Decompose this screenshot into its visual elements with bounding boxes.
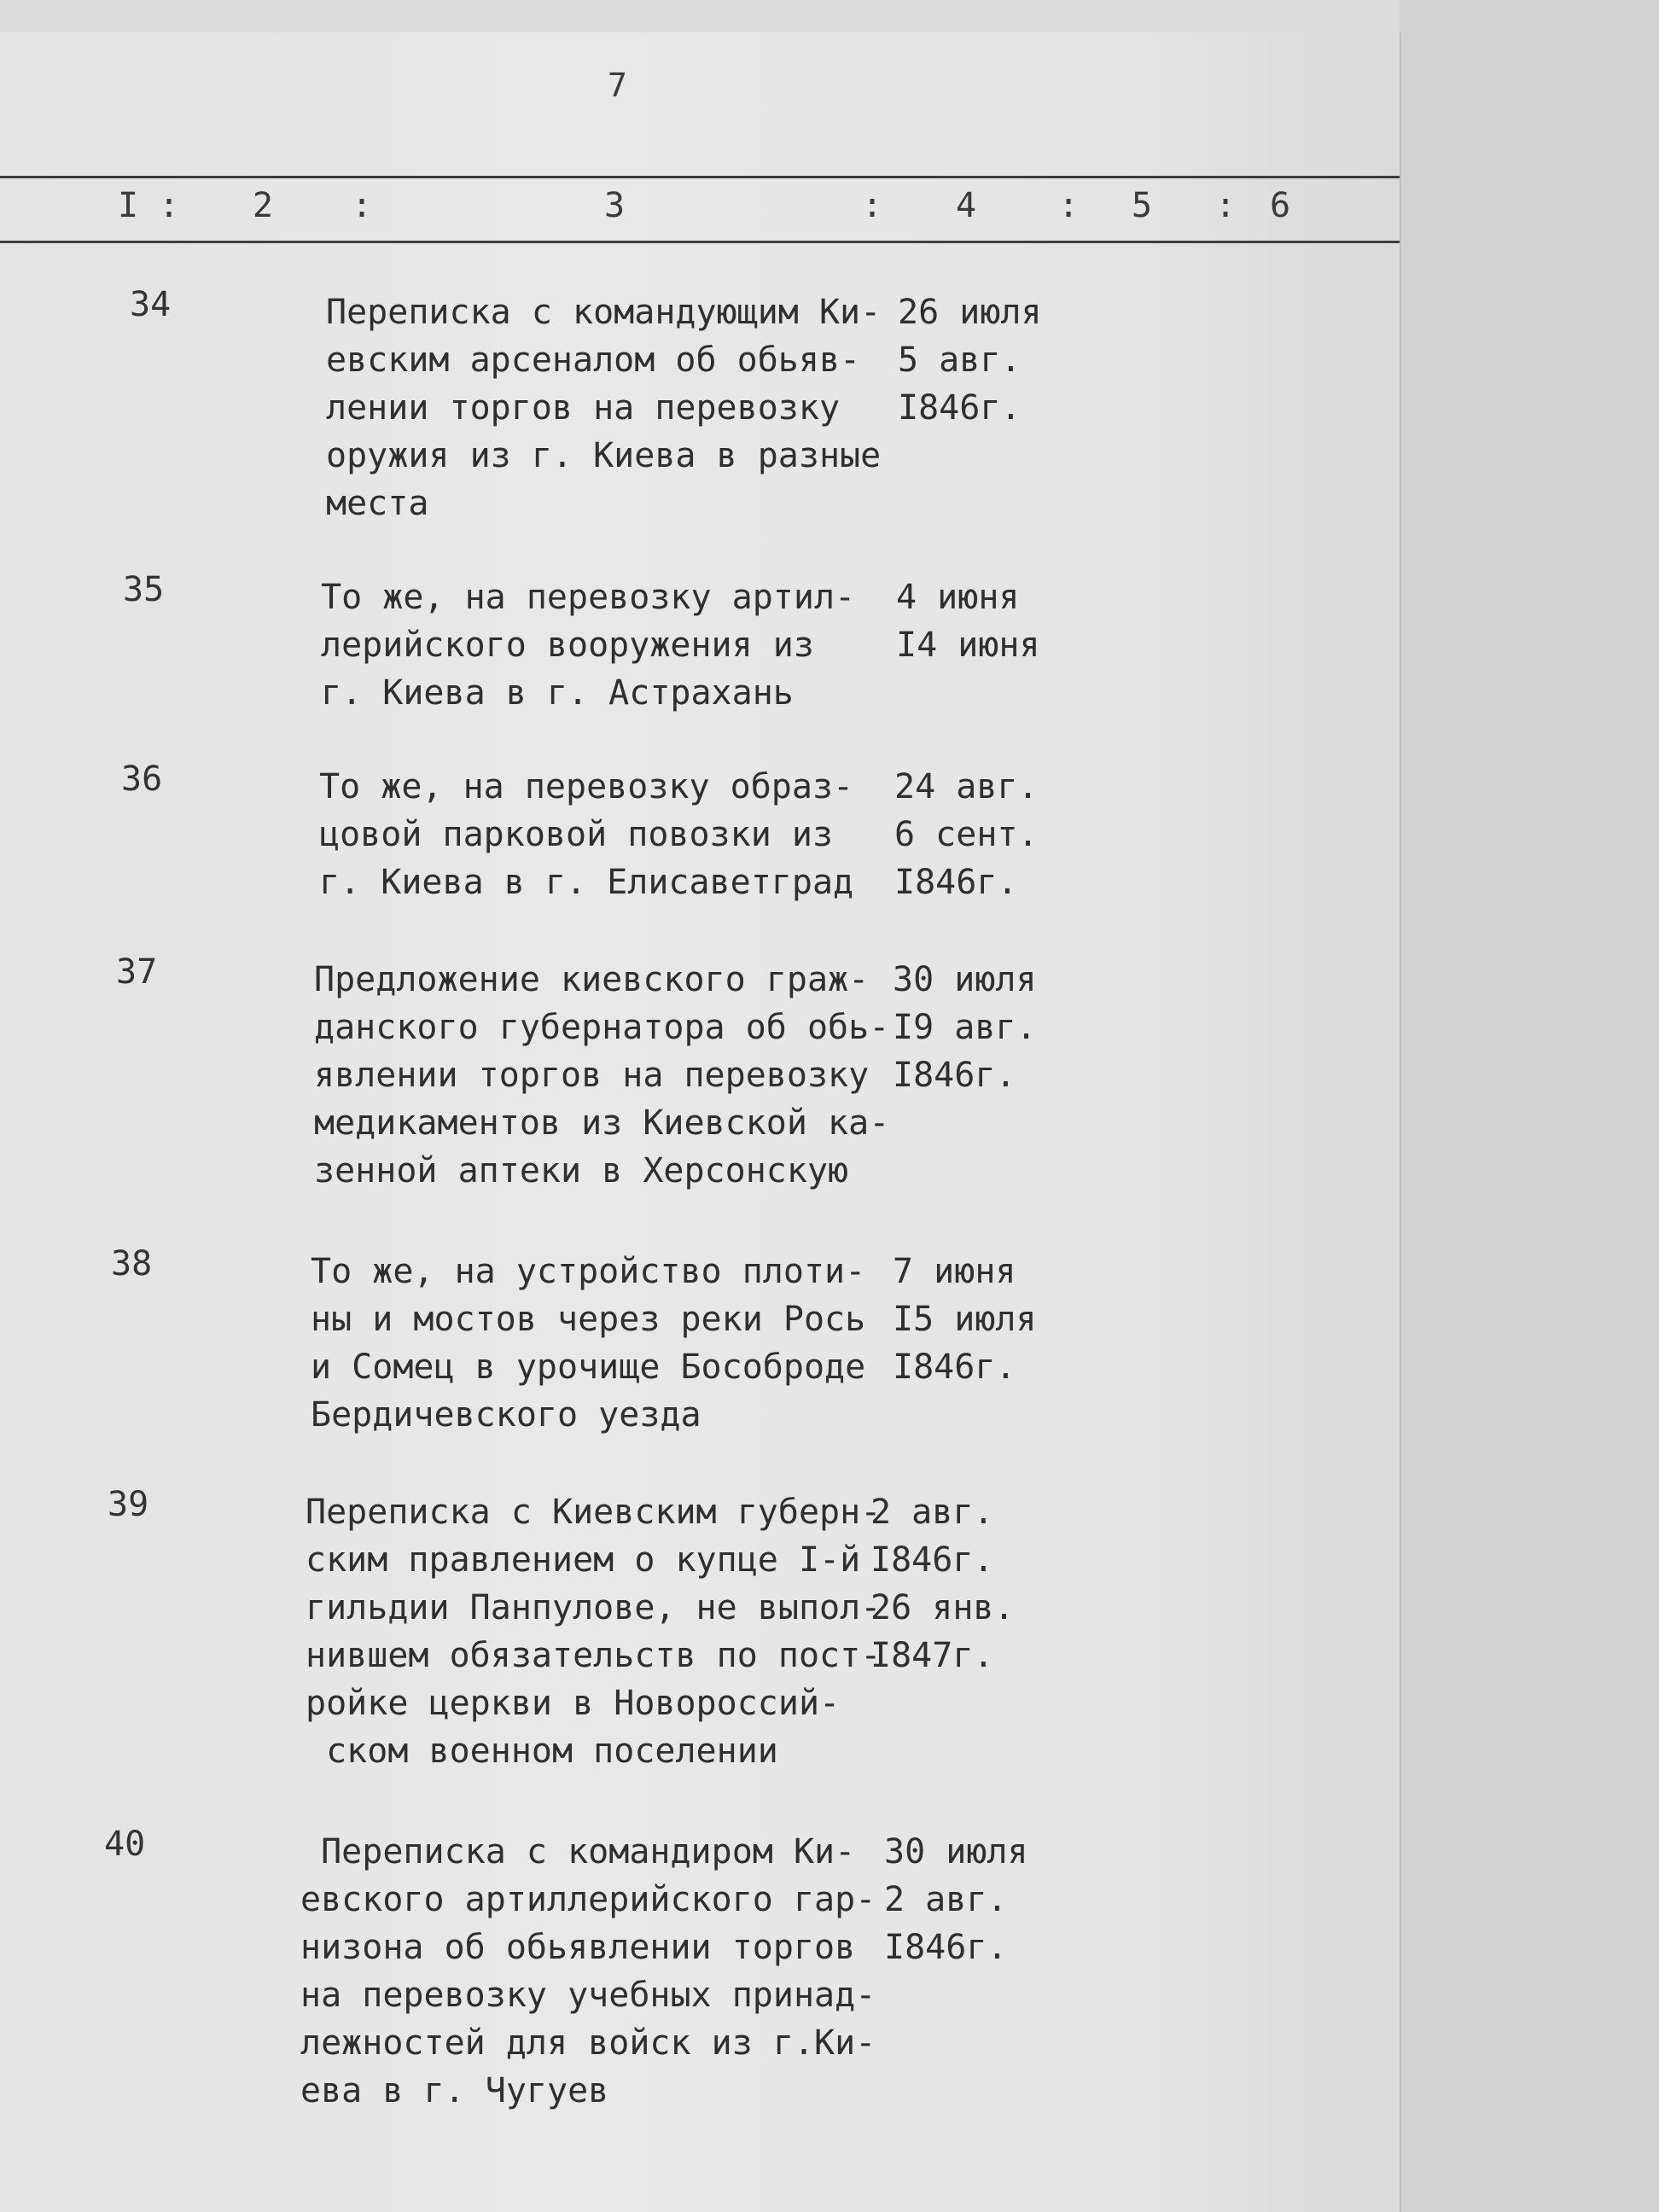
entry-title-line: Бердичевского уезда <box>311 1395 701 1435</box>
entry-date-line: 30 июля <box>884 1832 1028 1871</box>
entry-date-line: I846г. <box>893 1348 1016 1387</box>
entry-title <box>319 763 853 906</box>
entry-title <box>314 956 889 1195</box>
entry-title-line: лежностей для войск из г.Ки- <box>300 2023 876 2063</box>
entry-date-line: 7 июня <box>893 1252 1016 1291</box>
column-separator: : <box>159 186 180 225</box>
column-header-6: 6 <box>1270 186 1291 225</box>
entry-title <box>300 1828 876 2115</box>
entry-title-line: ева в г. Чугуев <box>300 2071 609 2110</box>
entry-date-line: 26 июля <box>898 293 1042 332</box>
entry-number: 39 <box>108 1485 149 1524</box>
entry-title-line: нившем обязательств по пост- <box>306 1636 882 1675</box>
entry-title-line: ском военном поселении <box>306 1732 778 1771</box>
entry-number: 40 <box>104 1825 146 1864</box>
entry-title-line: медикаментов из Киевской ка- <box>314 1103 890 1143</box>
entry-date-line: 2 авг. <box>870 1493 994 1532</box>
entry-title-line: низона об обьявлении торгов <box>300 1928 856 1967</box>
entry-title-line: евского артиллерийского гар- <box>300 1880 876 1919</box>
entry-title-line: данского губернатора об обь- <box>314 1008 890 1047</box>
entry-date-line: I846г. <box>898 388 1022 428</box>
entry-title-line: гильдии Панпулове, не выпол- <box>306 1588 882 1627</box>
entry-title-line: зенной аптеки в Херсонскую <box>314 1151 849 1190</box>
column-separator: : <box>862 186 883 225</box>
entry-date-line: 30 июля <box>893 960 1037 999</box>
entry-dates <box>894 763 1039 906</box>
entry-title-line: ским правлением о купце I-й <box>306 1540 861 1580</box>
entry-title-line: ны и мостов через реки Рось <box>311 1300 866 1339</box>
entry-date-line: I846г. <box>893 1056 1016 1095</box>
header-bottom-rule <box>0 241 1400 243</box>
entry-title-line: ройке церкви в Новороссий- <box>306 1684 841 1723</box>
entry-date-line: 4 июня <box>896 578 1020 617</box>
entry-title-line: г. Киева в г. Елисаветград <box>319 863 854 902</box>
header-top-rule <box>0 176 1400 178</box>
column-header-2: 2 <box>253 186 274 225</box>
entry-date-line: 24 авг. <box>894 767 1039 806</box>
entry-title-line: явлении торгов на перевозку <box>314 1056 870 1095</box>
scan-right-margin <box>1400 0 1659 2212</box>
entry-number: 34 <box>130 285 172 324</box>
entry-title-line: цовой парковой повозки из <box>319 815 834 854</box>
entry-title-line: Переписка с командиром Ки- <box>300 1832 856 1871</box>
entry-date-line: I5 июля <box>893 1300 1037 1339</box>
entry-title-line: То же, на перевозку образ- <box>319 767 854 806</box>
entry-dates <box>896 573 1040 669</box>
entry-date-line: I4 июня <box>896 626 1040 665</box>
column-separator: : <box>1215 186 1237 225</box>
entry-title-line: То же, на перевозку артил- <box>321 578 856 617</box>
column-separator: : <box>352 186 373 225</box>
entry-date-line: I846г. <box>870 1540 994 1580</box>
entry-title-line: лерийского вооружения из <box>321 626 814 665</box>
entry-date-line: 2 авг. <box>884 1880 1008 1919</box>
entry-dates <box>893 956 1037 1099</box>
entry-title-line: Переписка с Киевским губерн- <box>306 1493 882 1532</box>
entry-number: 37 <box>116 952 158 992</box>
entry-date-line: 6 сент. <box>894 815 1039 854</box>
entry-date-line: I846г. <box>884 1928 1008 1967</box>
entry-dates <box>893 1248 1037 1391</box>
entry-dates <box>898 288 1042 432</box>
entry-title-line: оружия из г. Киева в разные <box>326 436 882 475</box>
entry-title <box>311 1248 865 1439</box>
entry-title-line: евским арсеналом об обьяв- <box>326 341 861 380</box>
column-header-3: 3 <box>604 186 626 225</box>
entry-date-line: I847г. <box>870 1636 994 1675</box>
entry-title-line: места <box>326 484 429 523</box>
column-header-1: I <box>118 186 139 225</box>
column-separator: : <box>1058 186 1080 225</box>
entry-date-line: 5 авг. <box>898 341 1022 380</box>
entry-title-line: и Сомец в урочище Бособроде <box>311 1348 866 1387</box>
entry-title-line: То же, на устройство плоти- <box>311 1252 866 1291</box>
entry-number: 36 <box>121 760 163 799</box>
entry-title-line: г. Киева в г. Астрахань <box>321 673 794 713</box>
entry-number: 35 <box>123 570 165 609</box>
column-header-5: 5 <box>1132 186 1153 225</box>
scan-top-margin <box>0 0 1400 32</box>
entry-title-line: лении торгов на перевозку <box>326 388 841 428</box>
entry-number: 38 <box>111 1244 153 1284</box>
entry-title <box>326 288 881 527</box>
entry-title <box>306 1488 881 1775</box>
entry-date-line: I9 авг. <box>893 1008 1037 1047</box>
entry-date-line: I846г. <box>894 863 1018 902</box>
entry-title-line: на перевозку учебных принад- <box>300 1976 876 2015</box>
entry-title-line: Переписка с командующим Ки- <box>326 293 882 332</box>
entry-date-line: 26 янв. <box>870 1588 1015 1627</box>
entry-dates <box>884 1828 1028 1971</box>
page-number: 7 <box>608 67 627 104</box>
entry-title <box>321 573 855 717</box>
column-header-4: 4 <box>956 186 977 225</box>
entry-title-line: Предложение киевского граж- <box>314 960 870 999</box>
entry-dates <box>870 1488 1015 1679</box>
